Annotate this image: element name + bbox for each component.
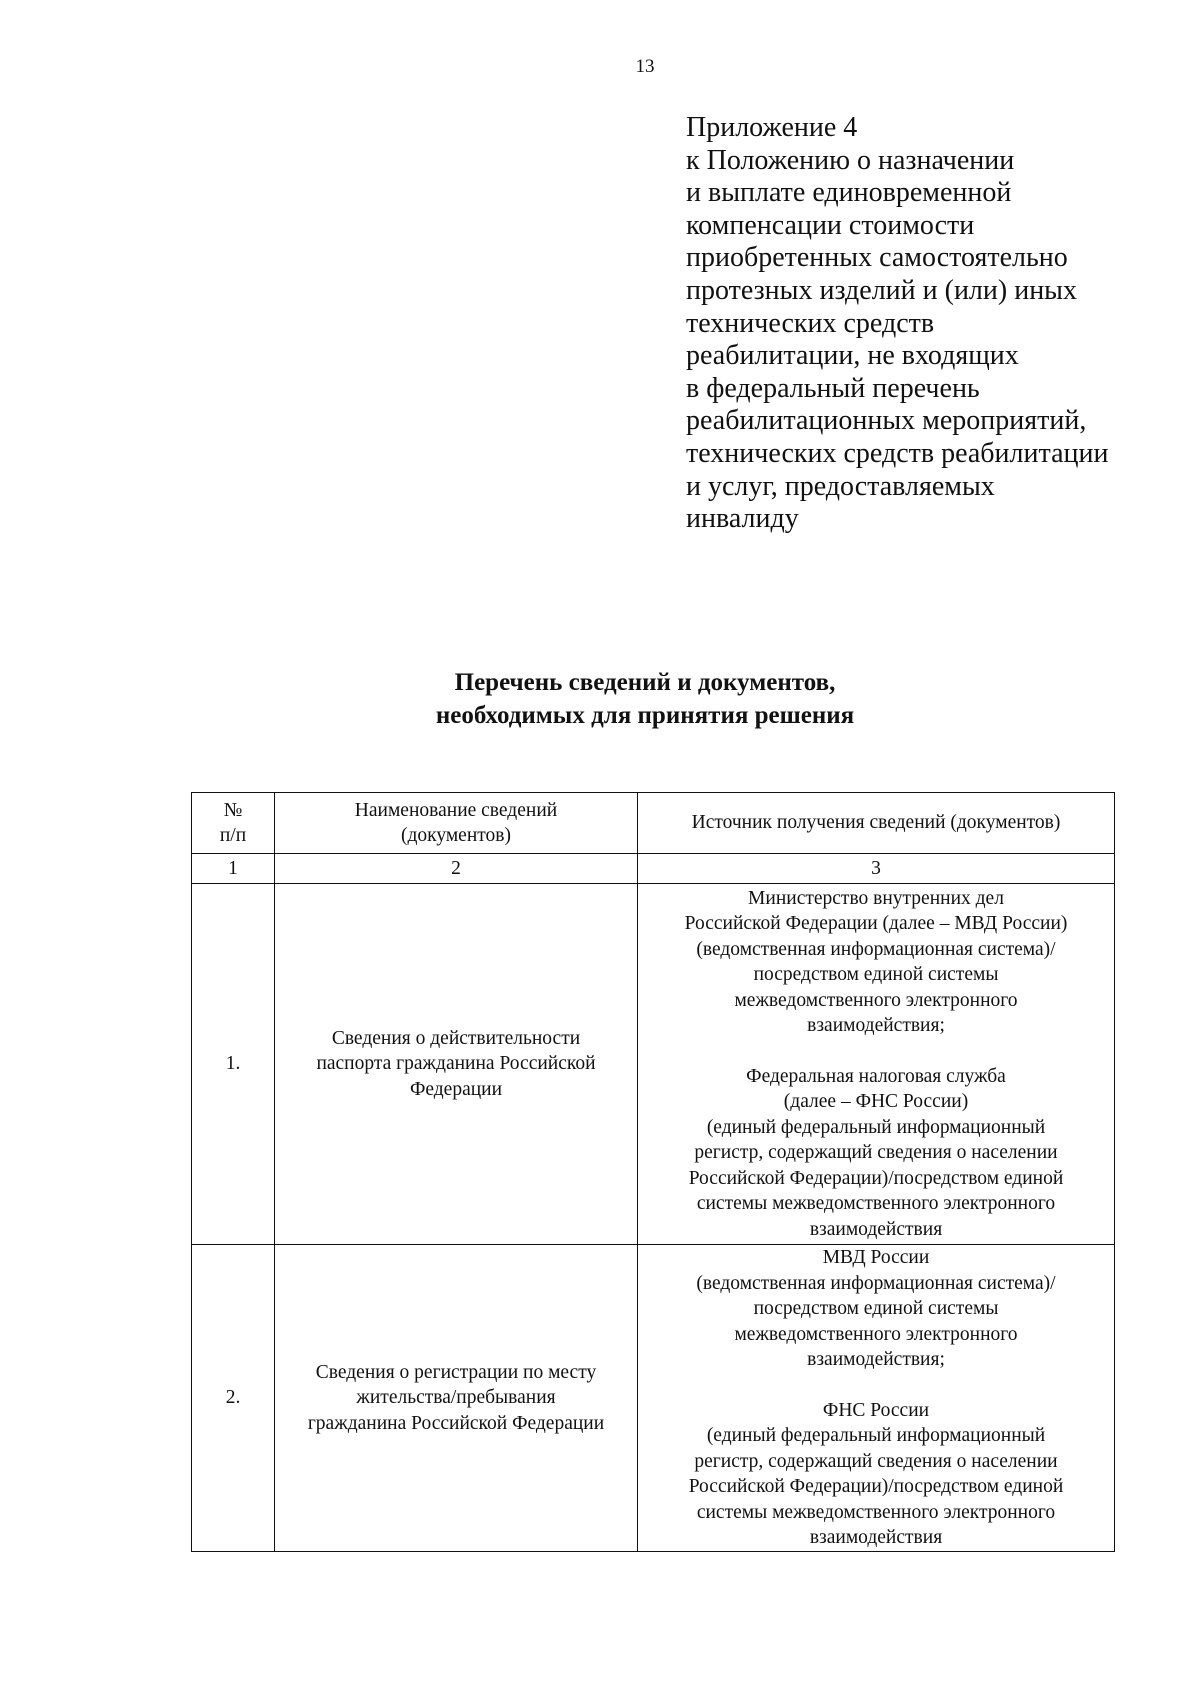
source-line: МВД России [822,1247,930,1268]
source-line: межведомственного электронного [734,1323,1018,1345]
row-name-line: Сведения о действительности [331,1027,581,1049]
source-spacer [642,1373,1110,1398]
appendix-line: компенсации стоимости [686,209,975,241]
source-line: регистр, содержащий сведения о населении [694,1142,1058,1164]
table-header-row [192,793,1115,854]
row-name-line: Сведения о регистрации по месту [315,1361,597,1383]
appendix-line: инвалиду [686,503,799,535]
header-number-line: № [223,799,243,821]
table-row [192,1245,1115,1552]
column-number-cell: 2 [275,854,638,884]
source-line: взаимодействия; [807,1015,945,1037]
document-title [0,666,1200,732]
header-number-line: п/п [219,825,247,846]
appendix-line: реабилитационных мероприятий, [686,405,1087,437]
header-number-cell [192,793,275,854]
row-number-cell: 1. [192,884,275,1245]
appendix-line: реабилитации, не входящих [686,340,1019,372]
source-line: взаимодействия; [807,1349,945,1370]
appendix-heading [686,112,1166,536]
source-line: ФНС России [822,1399,930,1421]
page-number: 13 [635,56,655,77]
document-title-line: Перечень сведений и документов, [454,669,836,696]
source-line: взаимодействия [809,1527,943,1548]
appendix-line: технических средств [686,307,935,339]
row-name-line: жительства/пребывания [356,1387,556,1408]
header-name-line: Наименование сведений [354,799,558,821]
source-line: регистр, содержащий сведения о населении [694,1450,1058,1472]
document-title-line: необходимых для принятия решения [435,702,855,729]
row-name-line: Федерации [409,1078,503,1100]
header-source-cell: Источник получения сведений (документов) [638,793,1115,854]
column-number-cell: 1 [192,854,275,884]
source-line: (ведомственная информационная система)/ [696,1272,1056,1294]
appendix-line: к Положению о назначении [686,144,1015,176]
source-line: (далее – ФНС России) [783,1091,969,1113]
source-spacer [642,1039,1110,1064]
source-line: Российской Федерации (далее – МВД России) [684,913,1068,935]
appendix-line: в федеральный перечень [686,372,980,404]
appendix-line: технических средств реабилитации [686,437,1109,469]
source-line: посредством единой системы [753,1298,999,1319]
appendix-line: протезных изделий и (или) иных [686,274,1077,306]
table-row [192,884,1115,1245]
row-source-cell [638,884,1115,1245]
source-line: Российской Федерации)/посредством единой [688,1476,1064,1497]
source-line: системы межведомственного электронного [696,1193,1056,1215]
header-name-cell [275,793,638,854]
column-number-row [192,854,1115,884]
appendix-line: и выплате единовременной [686,177,1012,209]
source-line: (единый федеральный информационный [706,1425,1046,1446]
source-line: взаимодействия [809,1218,943,1240]
appendix-line: и услуг, предоставляемых [686,470,995,502]
column-number-cell: 3 [638,854,1115,884]
source-line: межведомственного электронного [734,989,1018,1011]
source-line: посредством единой системы [753,964,999,986]
appendix-line: Приложение 4 [686,112,858,143]
row-name-line: паспорта гражданина Российской [316,1053,596,1075]
appendix-line: приобретенных самостоятельно [686,242,1068,274]
row-number-cell: 2. [192,1245,275,1552]
header-name-line: (документов) [400,825,511,846]
source-line: Министерство внутренних дел [748,887,1004,909]
source-line: (единый федеральный информационный [706,1116,1046,1138]
source-line: (ведомственная информационная система)/ [696,938,1056,960]
row-name-cell [275,884,638,1245]
row-name-cell [275,1245,638,1552]
source-line: Федеральная налоговая служба [746,1065,1006,1087]
source-line: Российской Федерации)/посредством единой [688,1167,1064,1189]
row-source-cell [638,1245,1115,1552]
documents-table [191,792,1115,1552]
row-name-line: гражданина Российской Федерации [307,1412,605,1434]
source-line: системы межведомственного электронного [696,1501,1056,1523]
